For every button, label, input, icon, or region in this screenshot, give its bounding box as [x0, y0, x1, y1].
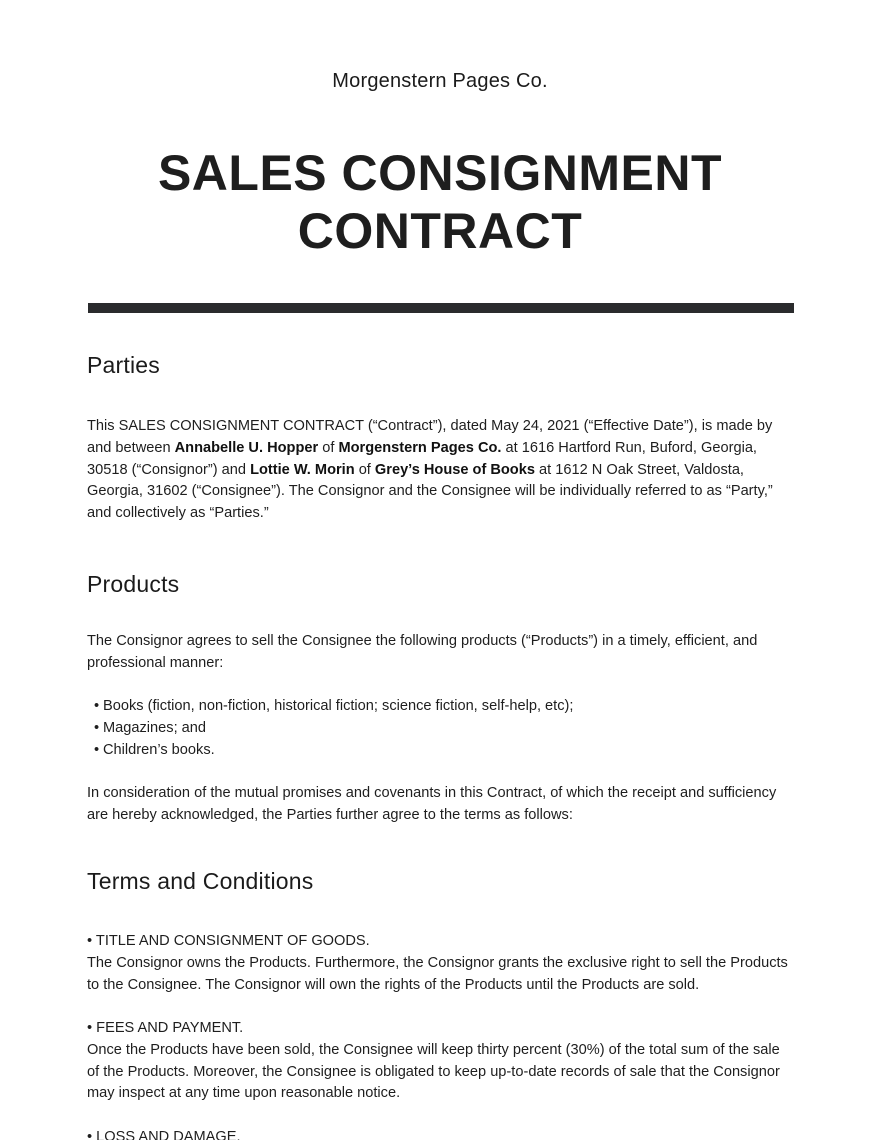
consignee-company: Grey’s House of Books: [374, 461, 535, 478]
title-line-1: SALES CONSIGNMENT: [157, 145, 723, 201]
consignee-name: Lottie W. Morin: [250, 461, 355, 478]
list-item: • Books (fiction, non-fiction, historical fiction; science fiction, self-help, etc);: [87, 696, 573, 718]
bullet-icon: •: [94, 741, 100, 758]
term-title: TITLE AND CONSIGNMENT OF GOODS.: [95, 933, 370, 949]
bullet-icon: •: [87, 1129, 93, 1140]
products-list: [87, 696, 573, 761]
parties-text-4: of: [354, 461, 375, 478]
parties-text-3: at 1616 Hartford Run, Buford, Georgia, 30518 (“Consignor”) and: [87, 439, 757, 478]
list-item: • Children’s books.: [87, 740, 573, 762]
parties-text-2: of: [318, 439, 339, 456]
document-title: [0, 144, 880, 260]
consignor-company: Morgenstern Pages Co.: [338, 439, 502, 456]
company-name: Morgenstern Pages Co.: [332, 70, 548, 92]
title-line-2: CONTRACT: [297, 203, 583, 259]
term-item-loss-damage: [87, 1127, 793, 1140]
term-title: LOSS AND DAMAGE.: [96, 1129, 241, 1140]
products-closing: In consideration of the mutual promises and covenants in this Contract, of which the receipt and sufficiency are hereby acknowledged, the Parties further agree to the terms as follows:: [87, 785, 777, 823]
parties-paragraph: [87, 416, 793, 525]
bullet-icon: •: [94, 698, 100, 714]
bullet-icon: •: [87, 933, 93, 949]
term-title: FEES AND PAYMENT.: [96, 1020, 244, 1036]
parties-text-5: at 1612 N Oak Street, Valdosta, Georgia, 31602 (“Consignee”). The Consignor and the Consignee will be individually referred to as “Party,” and collectively as “Parties.”: [87, 461, 773, 522]
term-body: The Consignor owns the Products. Furthermore, the Consignor grants the exclusive right to sell the Products to the Consignee. The Consignor will own the rights of the Products until the Products are sold.: [87, 954, 788, 993]
section-heading-products: Products: [87, 571, 180, 597]
section-heading-terms: Terms and Conditions: [87, 868, 314, 894]
term-item-fees-payment: [87, 1018, 793, 1105]
products-intro: The Consignor agrees to sell the Consignee the following products (“Products”) in a timely, efficient, and professional manner:: [87, 633, 758, 671]
section-heading-parties: Parties: [87, 352, 160, 378]
term-item-title-consignment: [87, 931, 793, 996]
parties-text-1: This SALES CONSIGNMENT CONTRACT (“Contract”), dated May 24, 2021 (“Effective Date”), is made by and between: [87, 418, 773, 456]
term-body: Once the Products have been sold, the Consignee will keep thirty percent (30%) of the total sum of the sale of the Products. Moreover, the Consignee is obligated to keep up-to-date records of sale that the Consignor may inspect at any time upon reasonable notice.: [87, 1041, 780, 1102]
bullet-icon: •: [94, 719, 100, 736]
title-divider: [88, 303, 794, 313]
bullet-icon: •: [87, 1020, 93, 1036]
consignor-name: Annabelle U. Hopper: [174, 439, 319, 456]
list-item: • Magazines; and: [87, 718, 573, 740]
